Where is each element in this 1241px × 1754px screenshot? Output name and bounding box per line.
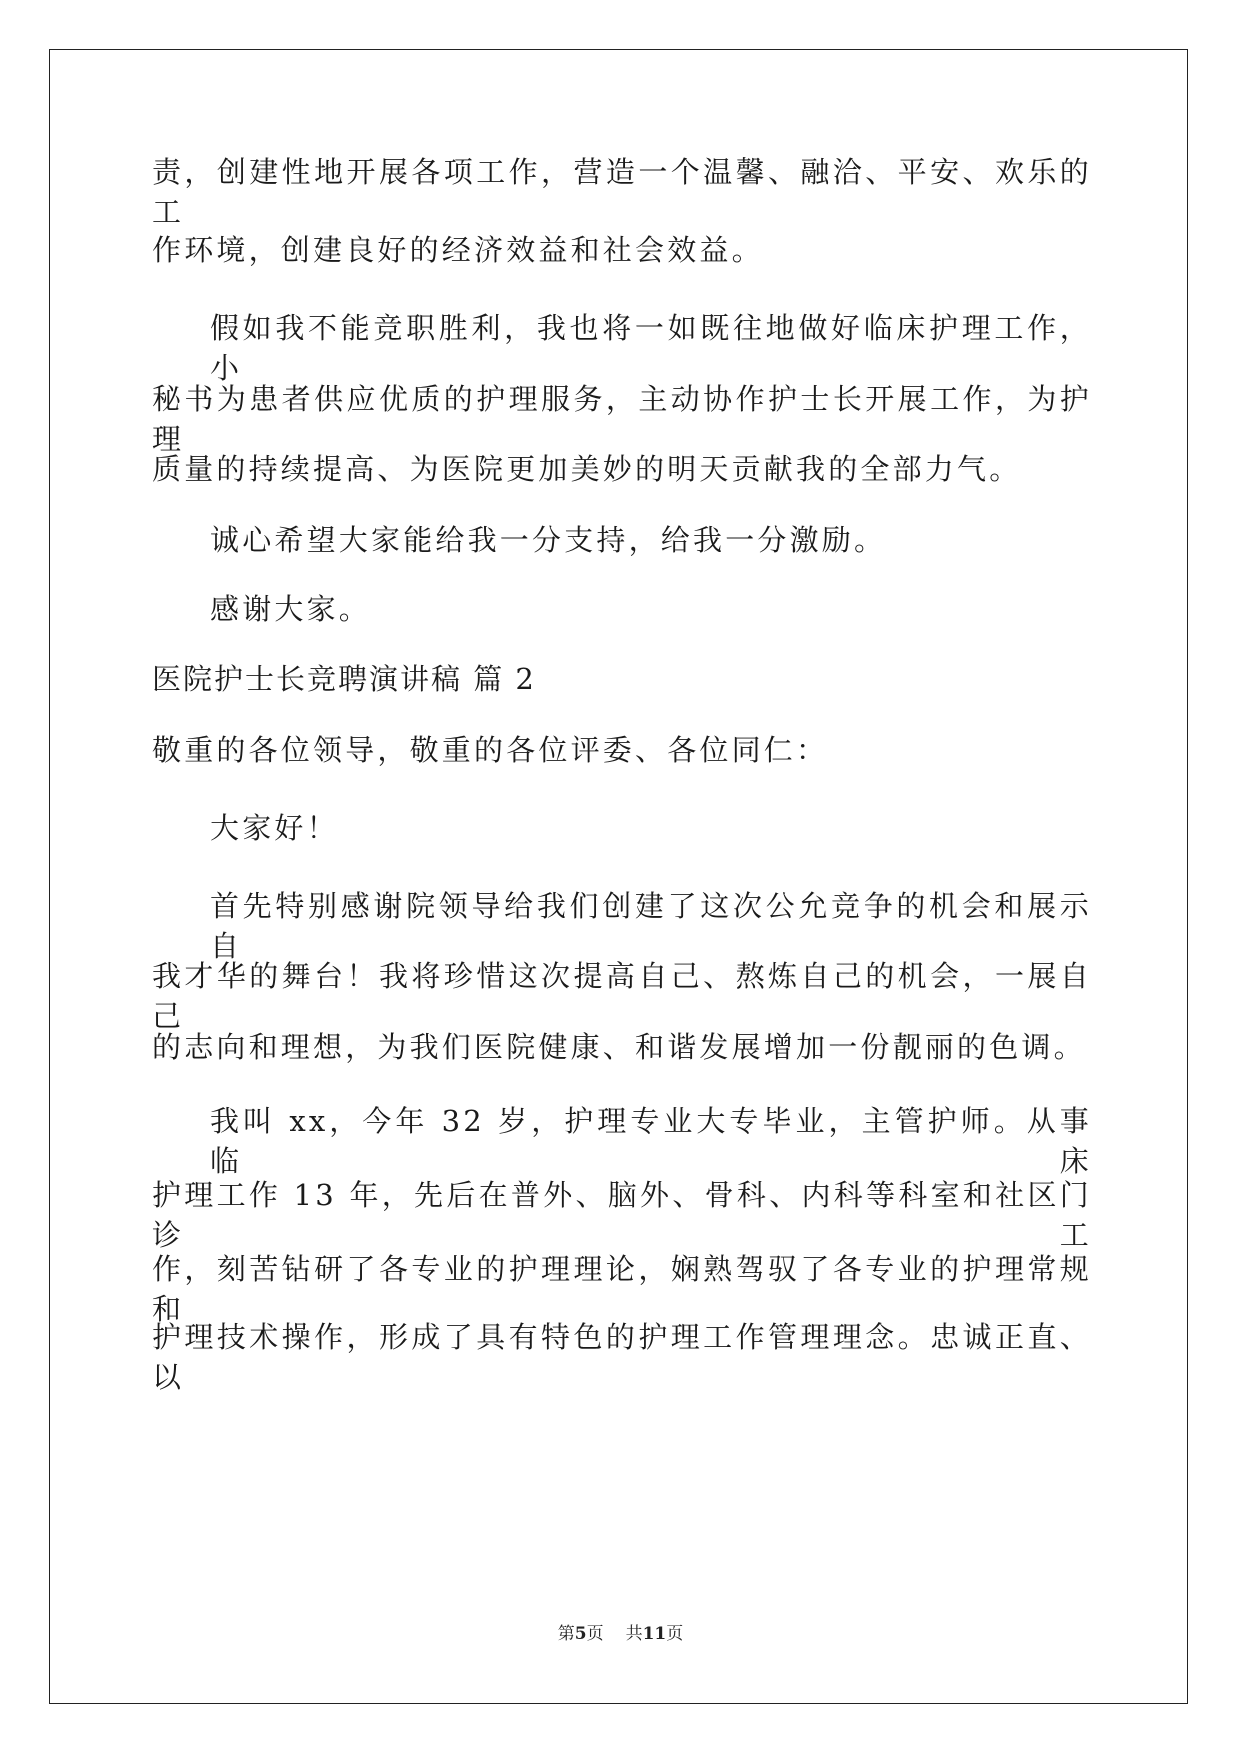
salutation: 敬重的各位领导，敬重的各位评委、各位同仁： — [152, 733, 829, 767]
paragraph-line: 首先特别感谢院领导给我们创建了这次公允竞争的机会和展示自 — [210, 889, 1092, 963]
total-prefix: 共 — [625, 1624, 643, 1644]
paragraph-line: 质量的持续提高、为医院更加美妙的明天贡献我的全部力气。 — [152, 452, 1022, 486]
greeting: 大家好！ — [210, 811, 339, 845]
paragraph-line: 秘书为患者供应优质的护理服务，主动协作护士长开展工作，为护理 — [152, 382, 1092, 456]
paragraph-line: 诚心希望大家能给我一分支持，给我一分激励。 — [210, 523, 887, 557]
paragraph-line: 假如我不能竞职胜利，我也将一如既往地做好临床护理工作，小 — [210, 311, 1092, 385]
page-border — [49, 49, 1188, 1704]
paragraph-line: 我叫 xx，今年 32 岁，护理专业大专毕业，主管护师。从事临床 — [210, 1104, 1092, 1178]
page-footer — [0, 1622, 1241, 1646]
page-suffix: 页 — [586, 1624, 604, 1644]
section-heading: 医院护士长竞聘演讲稿 篇 2 — [152, 662, 536, 696]
paragraph-line: 感谢大家。 — [210, 592, 372, 626]
page-number: 5 — [574, 1624, 587, 1644]
total-suffix: 页 — [666, 1624, 684, 1644]
paragraph-line: 责，创建性地开展各项工作，营造一个温馨、融洽、平安、欢乐的工 — [152, 155, 1092, 229]
paragraph-line: 我才华的舞台！我将珍惜这次提高自己、熬炼自己的机会，一展自己 — [152, 959, 1092, 1033]
page-prefix: 第 — [557, 1624, 575, 1644]
paragraph-line: 作，刻苦钻研了各专业的护理理论，娴熟驾驭了各专业的护理常规和 — [152, 1252, 1092, 1326]
total-pages: 11 — [642, 1624, 667, 1644]
paragraph-line: 的志向和理想，为我们医院健康、和谐发展增加一份靓丽的色调。 — [152, 1030, 1086, 1064]
paragraph-line: 作环境，创建良好的经济效益和社会效益。 — [152, 233, 764, 267]
paragraph-line: 护理技术操作，形成了具有特色的护理工作管理理念。忠诚正直、以 — [152, 1320, 1092, 1394]
paragraph-line: 护理工作 13 年，先后在普外、脑外、骨科、内科等科室和社区门诊工 — [152, 1178, 1092, 1252]
